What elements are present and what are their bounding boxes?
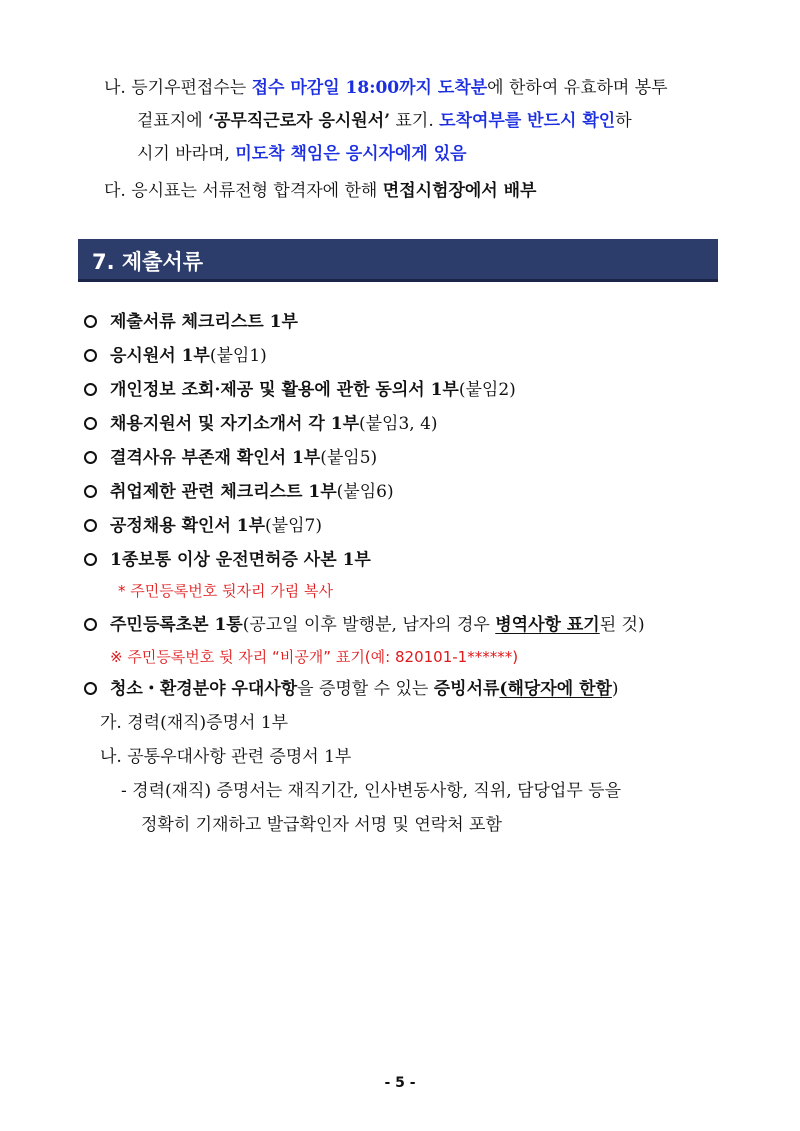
doc-item-9 xyxy=(84,614,645,636)
intro-na-envelope-label: ‘공무직근로자 응시원서’ xyxy=(208,111,391,131)
doc-item-8-note: * 주민등록번호 뒷자리 가림 복사 xyxy=(118,582,333,600)
doc-item-9-note1: (공고일 이후 발행분, 남자의 경우 xyxy=(242,615,496,635)
doc-item-2-text: 응시원서 1부 xyxy=(110,346,210,366)
doc-item-10-note1: 을 증명할 수 있는 xyxy=(297,679,434,699)
doc-sub-note-line2: 정확히 기재하고 발급확인자 서명 및 연락처 포함 xyxy=(141,815,502,835)
circle-bullet-icon xyxy=(84,549,110,571)
intro-da-text1: 응시표는 서류전형 합격자에 한해 xyxy=(131,181,383,201)
doc-item-2 xyxy=(84,345,267,367)
doc-item-10-note2: ) xyxy=(611,679,619,699)
doc-item-6-text: 취업제한 관련 체크리스트 1부 xyxy=(110,482,337,502)
doc-item-4-note: (붙임3, 4) xyxy=(359,414,438,434)
intro-na-text2: 에 한하여 유효하며 봉투 xyxy=(487,78,668,98)
circle-bullet-icon xyxy=(84,678,110,700)
circle-bullet-icon xyxy=(84,481,110,503)
doc-item-3 xyxy=(84,379,516,401)
doc-item-7-note: (붙임7) xyxy=(265,516,322,536)
page-number: - 5 - xyxy=(384,1075,416,1091)
doc-item-5-text: 결격사유 부존재 확인서 1부 xyxy=(110,448,321,468)
circle-bullet-icon xyxy=(84,311,110,333)
intro-na-line3-text1: 시기 바라며, xyxy=(137,144,236,164)
doc-item-9-note: ※ 주민등록번호 뒷 자리 “비공개” 표기(예: 820101-1******) xyxy=(110,648,519,666)
doc-item-9-text: 주민등록초본 1통 xyxy=(110,615,243,635)
doc-item-9-military: 병역사항 표기 xyxy=(495,615,600,635)
circle-bullet-icon xyxy=(84,379,110,401)
doc-item-10-text1: 청소・환경분야 우대사항 xyxy=(110,679,298,699)
doc-sub-ga: 가. 경력(재직)증명서 1부 xyxy=(100,713,289,733)
circle-bullet-icon xyxy=(84,413,110,435)
intro-da-bold: 면접시험장에서 배부 xyxy=(382,181,537,201)
intro-na-text1: 등기우편접수는 xyxy=(131,78,252,98)
doc-item-4 xyxy=(84,413,438,435)
section-title: 7. 제출서류 xyxy=(92,250,204,274)
doc-item-8 xyxy=(84,549,371,571)
doc-item-10 xyxy=(84,678,619,700)
doc-item-9-note2: 된 것) xyxy=(599,615,645,635)
intro-na-line2 xyxy=(137,110,632,132)
doc-item-1 xyxy=(84,311,298,333)
section-header xyxy=(78,239,718,282)
circle-bullet-icon xyxy=(84,614,110,636)
doc-item-10-applicable: (해당자에 한함 xyxy=(499,679,612,699)
circle-bullet-icon xyxy=(84,447,110,469)
doc-item-8-text: 1종보통 이상 운전면허증 사본 1부 xyxy=(110,550,371,570)
intro-na-line2-text2: 표기. xyxy=(390,111,440,131)
doc-item-5-note: (붙임5) xyxy=(320,448,378,468)
intro-na-responsibility: 미도착 책임은 응시자에게 있음 xyxy=(235,144,467,164)
doc-item-4-text: 채용지원서 및 자기소개서 각 1부 xyxy=(110,414,359,434)
doc-sub-na: 나. 공통우대사항 관련 증명서 1부 xyxy=(100,747,352,767)
intro-na-line1 xyxy=(104,77,668,99)
doc-item-6-note: (붙임6) xyxy=(336,482,394,502)
doc-item-3-note: (붙임2) xyxy=(458,380,516,400)
doc-item-5 xyxy=(84,447,377,469)
doc-sub-note-line1: - 경력(재직) 증명서는 재직기간, 인사변동사항, 직위, 담당업무 등을 xyxy=(121,781,622,801)
intro-na-confirm: 도착여부를 반드시 확인 xyxy=(439,111,616,131)
intro-da-line xyxy=(104,180,536,202)
intro-na-line2-text1: 겉표지에 xyxy=(137,111,209,131)
circle-bullet-icon xyxy=(84,345,110,367)
intro-na-marker: 나. xyxy=(104,78,126,98)
intro-na-deadline: 접수 마감일 18:00까지 도착분 xyxy=(251,78,488,98)
doc-item-7 xyxy=(84,515,322,537)
doc-item-7-text: 공정채용 확인서 1부 xyxy=(110,516,266,536)
doc-item-6 xyxy=(84,481,394,503)
doc-item-2-note: (붙임1) xyxy=(209,346,267,366)
intro-da-marker: 다. xyxy=(104,181,126,201)
intro-na-line2-text3: 하 xyxy=(615,111,632,131)
doc-item-3-text: 개인정보 조회·제공 및 활용에 관한 동의서 1부 xyxy=(110,380,459,400)
circle-bullet-icon xyxy=(84,515,110,537)
doc-item-1-text: 제출서류 체크리스트 1부 xyxy=(110,312,298,332)
intro-na-line3 xyxy=(137,143,467,165)
doc-item-10-text2: 증빙서류 xyxy=(433,679,500,699)
